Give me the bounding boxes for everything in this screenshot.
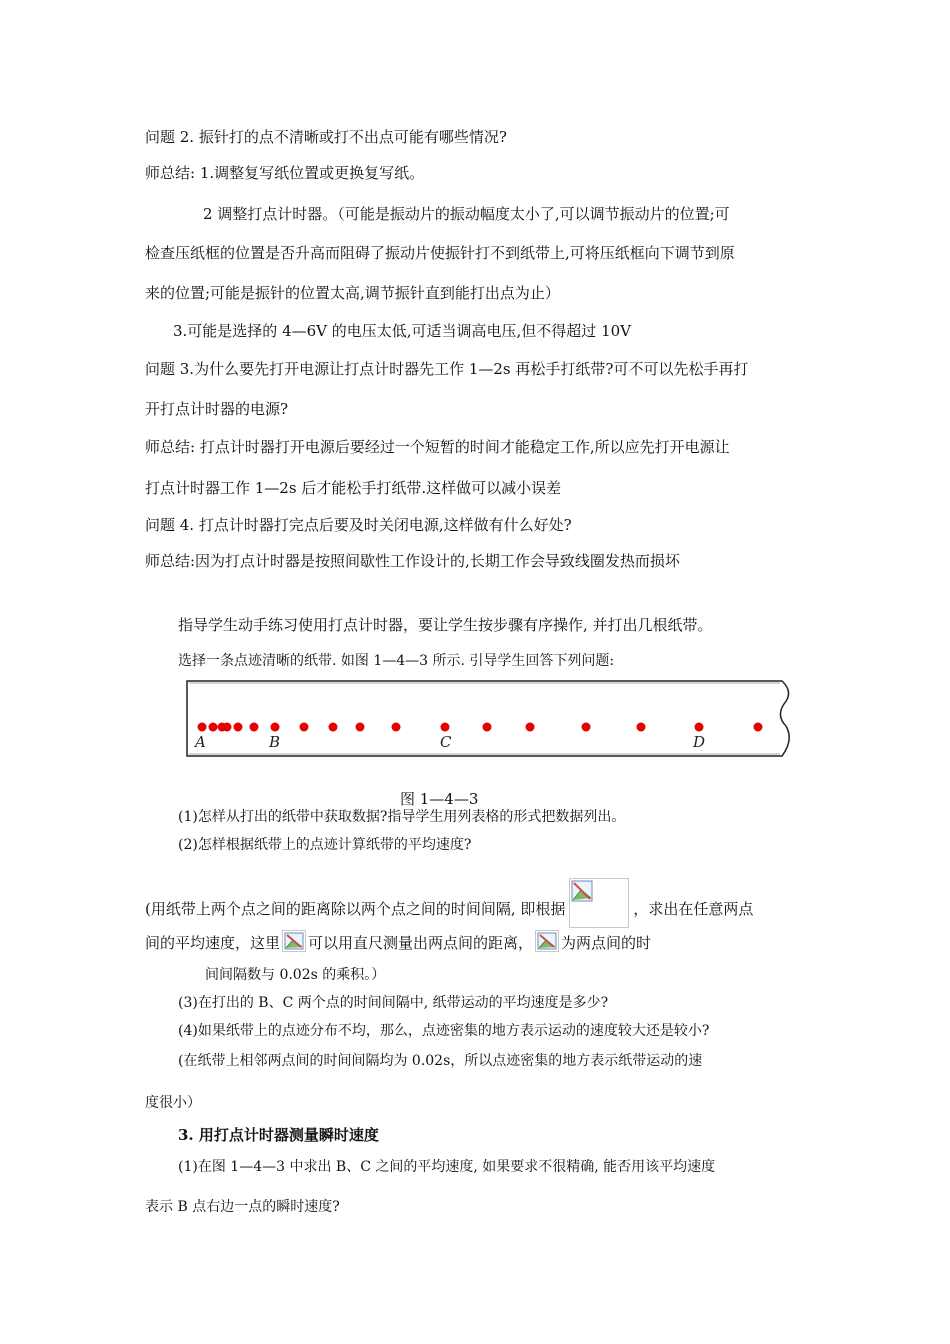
tape-dot [754, 723, 763, 732]
summary-2-line1: 2 调整打点计时器。（可能是振动片的振动幅度太小了,可以调节振动片的位置;可 [203, 205, 730, 223]
summary-q4: 师总结:因为打点计时器是按照间歇性工作设计的,长期工作会导致线圈发热而损坏 [145, 552, 680, 570]
time-image-placeholder [535, 930, 559, 952]
tape-dot [198, 723, 207, 732]
tape-dot [392, 723, 401, 732]
avg-text-2: 可以用直尺测量出两点间的距离， [308, 934, 534, 952]
interval-explanation: 间间隔数与 0.02s 的乘积。） [205, 967, 386, 983]
label-b: B [269, 733, 281, 751]
broken-image-icon [571, 880, 593, 902]
ticker-tape-figure [186, 678, 792, 762]
formula-image-placeholder [569, 878, 629, 928]
average-speed-line [145, 930, 651, 954]
select-tape-line: 选择一条点迹清晰的纸带. 如图 1—4—3 所示. 引导学生回答下列问题: [178, 653, 615, 669]
label-a: A [195, 733, 206, 751]
tape-dot [234, 723, 243, 732]
question-3-line2: 开打点计时器的电源? [145, 400, 289, 418]
tape-dot [637, 723, 646, 732]
tape-dot [582, 723, 591, 732]
tape-dot [209, 723, 218, 732]
question-instant-line2: 表示 B 点右边一点的瞬时速度? [145, 1199, 340, 1215]
item-4: (4)如果纸带上的点迹分布不均，那么，点迹密集的地方表示运动的速度较大还是较小? [178, 1023, 710, 1039]
tape-dot [271, 723, 280, 732]
broken-image-icon [537, 932, 557, 950]
summary-2-line2: 检查压纸框的位置是否升高而阻碍了振动片使振针打不到纸带上,可将压纸框向下调节到原 [145, 244, 735, 262]
figure-caption: 图 1—4—3 [400, 790, 479, 808]
formula-text-before: (用纸带上两个点之间的距离除以两个点之间的时间间隔, 即根据 [145, 900, 566, 918]
question-4: 问题 4. 打点计时器打完点后要及时关闭电源,这样做有什么好处? [145, 516, 572, 534]
label-c: C [440, 733, 452, 751]
tape-dot [223, 723, 232, 732]
summary-1: 师总结: 1.调整复写纸位置或更换复写纸。 [145, 164, 425, 182]
summary-3: 3.可能是选择的 4—6V 的电压太低,可适当调高电压,但不得超过 10V [173, 322, 631, 340]
tape-dot [300, 723, 309, 732]
broken-image-icon [284, 932, 304, 950]
item-4-answer-line1: (在纸带上相邻两点间的时间间隔均为 0.02s，所以点迹密集的地方表示纸带运动的速 [178, 1053, 703, 1069]
question-2: 问题 2. 振针打的点不清晰或打不出点可能有哪些情况? [145, 128, 507, 146]
item-2: (2)怎样根据纸带上的点迹计算纸带的平均速度? [178, 837, 472, 853]
summary-q3-line2: 打点计时器工作 1—2s 后才能松手打纸带.这样做可以减小误差 [145, 479, 562, 497]
section-heading-3: 3. 用打点计时器测量瞬时速度 [178, 1126, 379, 1144]
summary-2-line3: 来的位置;可能是振针的位置太高,调节振针直到能打出点为止） [145, 284, 560, 302]
item-4-answer-line2: 度很小） [145, 1095, 201, 1111]
ticker-tape-svg [186, 678, 792, 762]
tape-dot [250, 723, 259, 732]
tape-dot [526, 723, 535, 732]
label-d: D [693, 733, 706, 751]
avg-text-3: 为两点间的时 [561, 934, 652, 952]
question-3-line1: 问题 3.为什么要先打开电源让打点计时器先工作 1—2s 再松手打纸带?可不可以先松手再打 [145, 360, 749, 378]
tape-dot [329, 723, 338, 732]
summary-q3-line1: 师总结: 打点计时器打开电源后要经过一个短暂的时间才能稳定工作,所以应先打开电源让 [145, 438, 730, 456]
formula-line [145, 878, 753, 928]
question-instant-line1: (1)在图 1—4—3 中求出 B、C 之间的平均速度, 如果要求不很精确, 能否用该平均速度 [178, 1159, 716, 1175]
item-1: (1)怎样从打出的纸带中获取数据?指导学生用列表格的形式把数据列出。 [178, 809, 626, 825]
item-3: (3)在打出的 B、C 两个点的时间间隔中, 纸带运动的平均速度是多少? [178, 995, 609, 1011]
distance-image-placeholder [282, 930, 306, 952]
tape-dot [441, 723, 450, 732]
instruction-line: 指导学生动手练习使用打点计时器，要让学生按步骤有序操作, 并打出几根纸带。 [178, 616, 713, 634]
avg-text-1: 间的平均速度，这里 [145, 934, 281, 952]
formula-text-after: ，求出在任意两点 [633, 900, 754, 918]
tape-dot [483, 723, 492, 732]
tape-dot [695, 723, 704, 732]
tape-dot [356, 723, 365, 732]
